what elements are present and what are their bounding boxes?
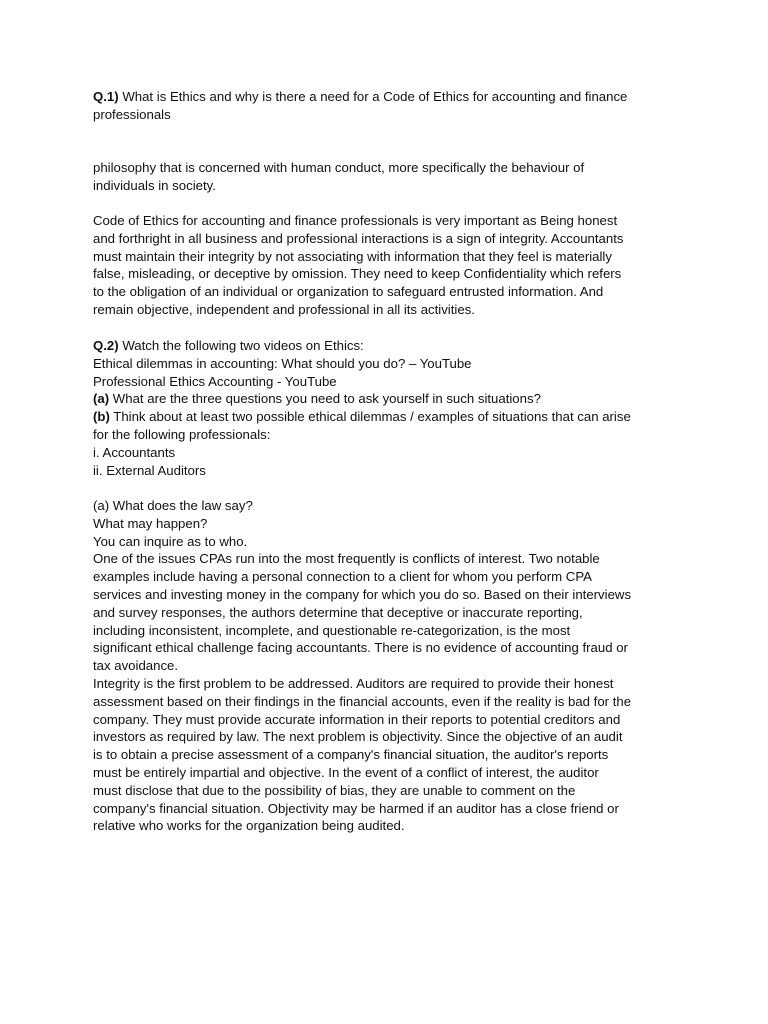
question-1-text: What is Ethics and why is there a need for a Code of Ethics for accounting and finance <box>118 89 628 104</box>
video-2-title: Professional Ethics Accounting - YouTube <box>93 373 337 389</box>
paragraph-line: and forthright in all business and professional interactions is a sign of integrity. Accountants <box>93 230 624 246</box>
video-1-title: Ethical dilemmas in accounting: What should you do? – YouTube <box>93 355 472 371</box>
answer-section <box>93 497 683 835</box>
question-1-line-1 <box>93 88 683 106</box>
question-2-intro-line <box>93 337 683 355</box>
paragraph-line: must maintain their integrity by not associating with information that they feel is materially <box>93 248 612 264</box>
paragraph-line: Code of Ethics for accounting and finance professionals is very important as Being honest <box>93 213 618 228</box>
answer-line: assessment based on their findings in the financial accounts, even if the reality is bad for the <box>93 693 632 709</box>
answer-line: examples include having a personal connection to a client for whom you perform CPA <box>93 569 592 585</box>
answer-line: (a) What does the law say? <box>93 498 253 513</box>
answer-line: and survey responses, the authors determine that deceptive or inaccurate reporting, <box>93 604 583 620</box>
answer-line: must disclose that due to the possibility of bias, they are unable to comment on the <box>93 782 576 798</box>
question-2-label: Q.2) <box>93 338 119 353</box>
answer-line: tax avoidance. <box>93 658 179 674</box>
question-1-label: Q.1) <box>93 89 119 104</box>
answer-line: One of the issues CPAs run into the most frequently is conflicts of interest. Two notable <box>93 551 600 567</box>
answer-line: Integrity is the first problem to be addressed. Auditors are required to provide their honest <box>93 675 614 691</box>
answer-line: You can inquire as to who. <box>93 533 248 549</box>
question-1-line-2: professionals <box>93 106 171 122</box>
answer-line: investors as required by law. The next problem is objectivity. Since the objective of an audit <box>93 729 623 745</box>
answer-line: including inconsistent, incomplete, and questionable re-categorization, is the most <box>93 622 571 638</box>
list-item-accountants: i. Accountants <box>93 444 176 460</box>
philosophy-paragraph <box>93 159 683 195</box>
list-item-external-auditors: ii. External Auditors <box>93 462 206 478</box>
part-b-label: (b) <box>93 409 110 425</box>
part-a-label: (a) <box>93 391 110 407</box>
part-b-continuation: for the following professionals: <box>93 426 271 442</box>
answer-line: company. They must provide accurate information in their reports to potential creditors and <box>93 711 621 727</box>
code-of-ethics-paragraph <box>93 212 683 319</box>
answer-line: is to obtain a precise assessment of a company's financial situation, the auditor's reports <box>93 747 609 763</box>
answer-line: must be entirely impartial and objective. In the event of a conflict of interest, the auditor <box>93 764 599 780</box>
question-1 <box>93 88 683 124</box>
paragraph-line: to the obligation of an individual or organization to safeguard entrusted information. And <box>93 284 604 300</box>
part-a-line <box>93 390 683 408</box>
answer-line: What may happen? <box>93 515 208 531</box>
question-2-intro: Watch the following two videos on Ethics: <box>118 338 364 353</box>
paragraph-line: remain objective, independent and professional in all its activities. <box>93 301 475 317</box>
paragraph-line: individuals in society. <box>93 177 216 193</box>
paragraph-line: false, misleading, or deceptive by omission. They need to keep Confidentiality which refers <box>93 266 622 282</box>
answer-line: relative who works for the organization being audited. <box>93 818 405 834</box>
part-b-text: Think about at least two possible ethical dilemmas / examples of situations that can arise <box>109 409 631 425</box>
answer-line: services and investing money in the company for which you do so. Based on their interviews <box>93 586 632 602</box>
answer-line: significant ethical challenge facing accountants. There is no evidence of accounting fraud or <box>93 640 628 656</box>
part-a-text: What are the three questions you need to ask yourself in such situations? <box>109 391 541 407</box>
paragraph-line: philosophy that is concerned with human conduct, more specifically the behaviour of <box>93 160 585 175</box>
question-2 <box>93 337 683 479</box>
answer-line: company's financial situation. Objectivity may be harmed if an auditor has a close friend or <box>93 800 619 816</box>
part-b-line <box>93 408 683 426</box>
